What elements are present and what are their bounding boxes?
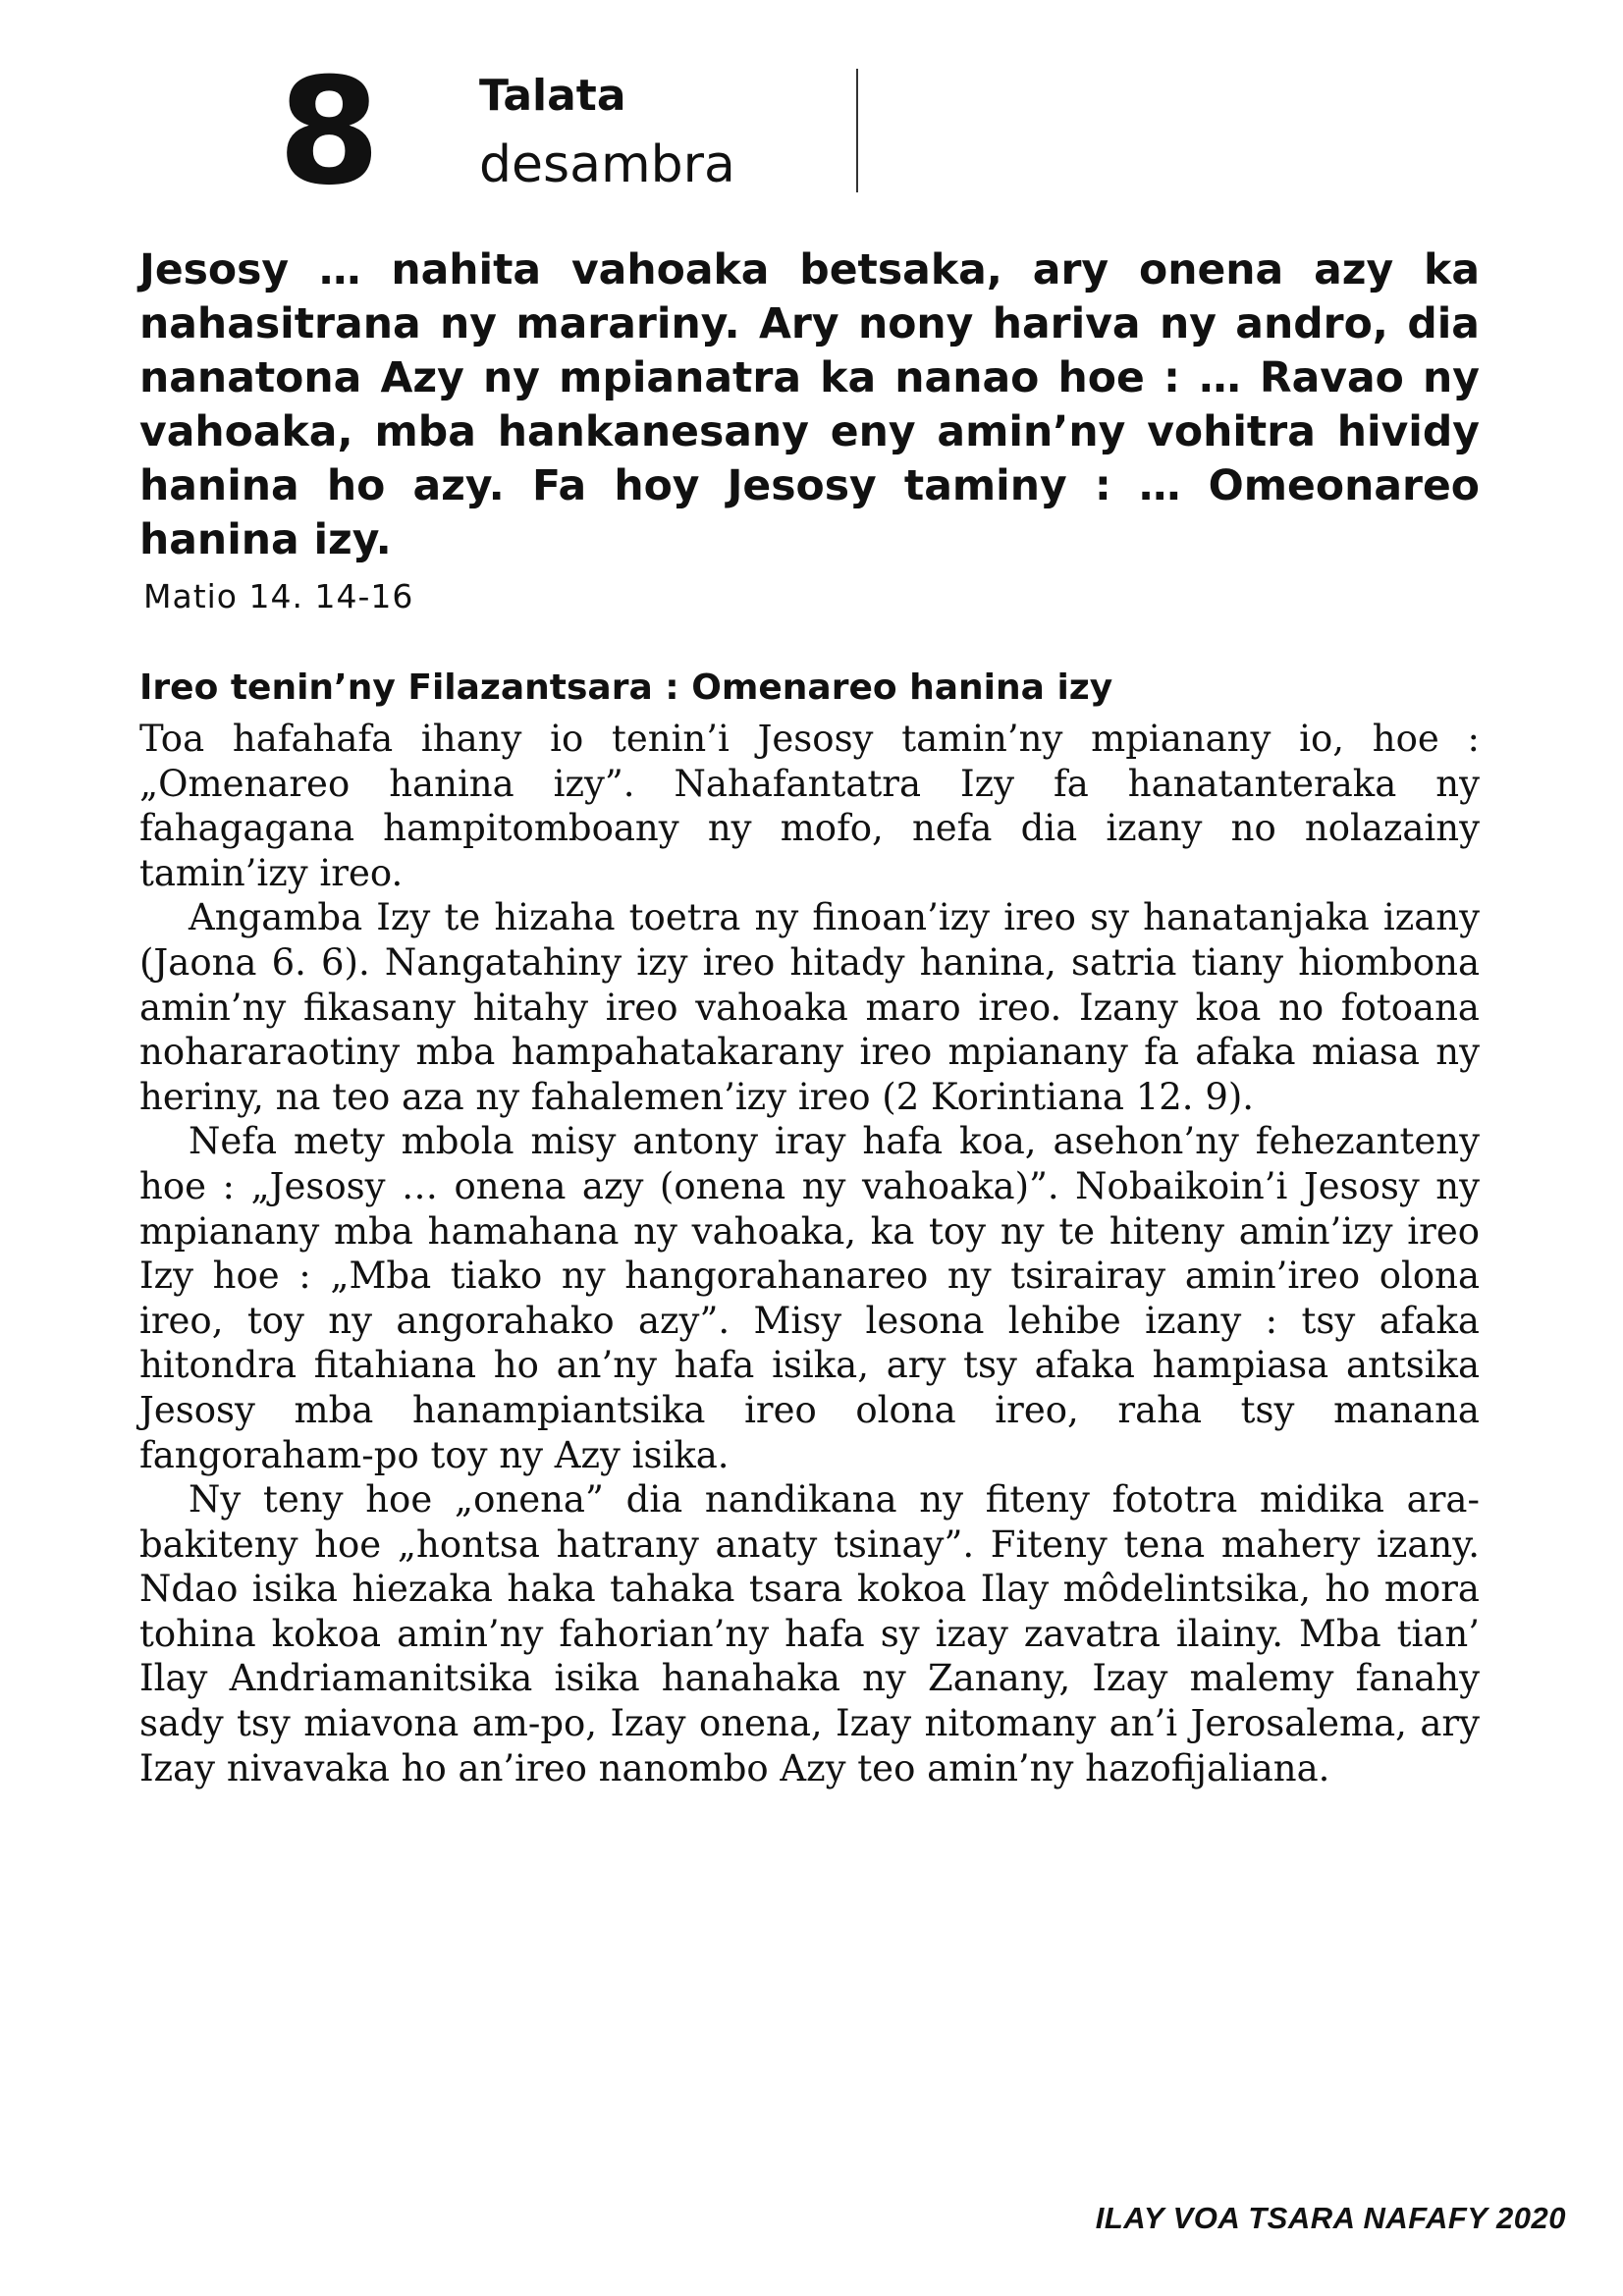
verse-reference: Matio 14. 14-16 [143, 577, 414, 615]
date-day-number: 8 [278, 47, 379, 218]
date-weekday: Talata [479, 71, 626, 121]
article-paragraph: Ny teny hoe „onena” dia nandikana ny fiteny fototra midika ara-bakiteny hoe „hontsa hatrany anaty tsinay”. Fiteny tena mahery izany. Ndao isika hiezaka haka tahaka tsara kokoa Ilay môdelintsika, ho mora tohina kokoa amin’ny fahorian’ny hafa sy izay zavatra ilainy. Mba tian’ Ilay Andriamanitsika isika hanahaka ny Zanany, Izay malemy fanahy sady tsy miavona am-po, Izay onena, Izay nitomany an’i Jerosalema, ary Izay nivavaka ho an’ireo nanombo Azy teo amin’ny hazofijaliana. [139, 1478, 1480, 1789]
page-footer: ILAY VOA TSARA NAFAFY 2020 [1095, 2201, 1566, 2235]
date-month: desambra [479, 135, 735, 194]
article-paragraph: Angamba Izy te hizaha toetra ny finoan’izy ireo sy hanatanjaka izany (Jaona 6. 6). Nangatahiny izy ireo hitady hanina, satria tiany hiombona amin’ny fikasany hitahy ireo vahoaka maro ireo. Izany koa no fotoana nohararaotiny mba hampahatakarany ireo mpianany fa afaka miasa ny heriny, na teo aza ny fahalemen’izy ireo (2 Korintiana 12. 9). [139, 896, 1480, 1118]
article-paragraph: Toa hafahafa ihany io tenin’i Jesosy tamin’ny mpianany io, hoe : „Omenareo hanina izy”. Nahafantatra Izy fa hanatanteraka ny fahagagana hampitomboany ny mofo, nefa dia izany no nolazainy tamin’izy ireo. [139, 718, 1480, 894]
bible-verse: Jesosy … nahita vahoaka betsaka, ary onena azy ka nahasitrana ny marariny. Ary nony hariva ny andro, dia nanatona Azy ny mpianatra ka nanao hoe : … Ravao ny vahoaka, mba hankanesany eny amin’ny vohitra hividy hanina ho azy. Fa hoy Jesosy taminy : … Omeonareo hanina izy. [139, 246, 1480, 564]
article-body [139, 717, 1480, 1790]
article-title: Ireo tenin’ny Filazantsara : Omenareo hanina izy [139, 667, 1113, 708]
article-paragraph: Nefa mety mbola misy antony iray hafa koa, asehon’ny fehezanteny hoe : „Jesosy … onena azy (onena ny vahoaka)”. Nobaikoin’i Jesosy ny mpianany mba hamahana ny vahoaka, ka toy ny te hiteny amin’izy ireo Izy hoe : „Mba tiako ny hangorahanareo ny tsirairay amin’ireo olona ireo, toy ny angorahako azy”. Misy lesona lehibe izany : tsy afaka hitondra fitahiana ho an’ny hafa isika, ary tsy afaka hampiasa antsika Jesosy mba hanampiantsika ireo olona ireo, raha tsy manana fangoraham-po toy ny Azy isika. [139, 1120, 1480, 1476]
header-divider [856, 69, 858, 192]
